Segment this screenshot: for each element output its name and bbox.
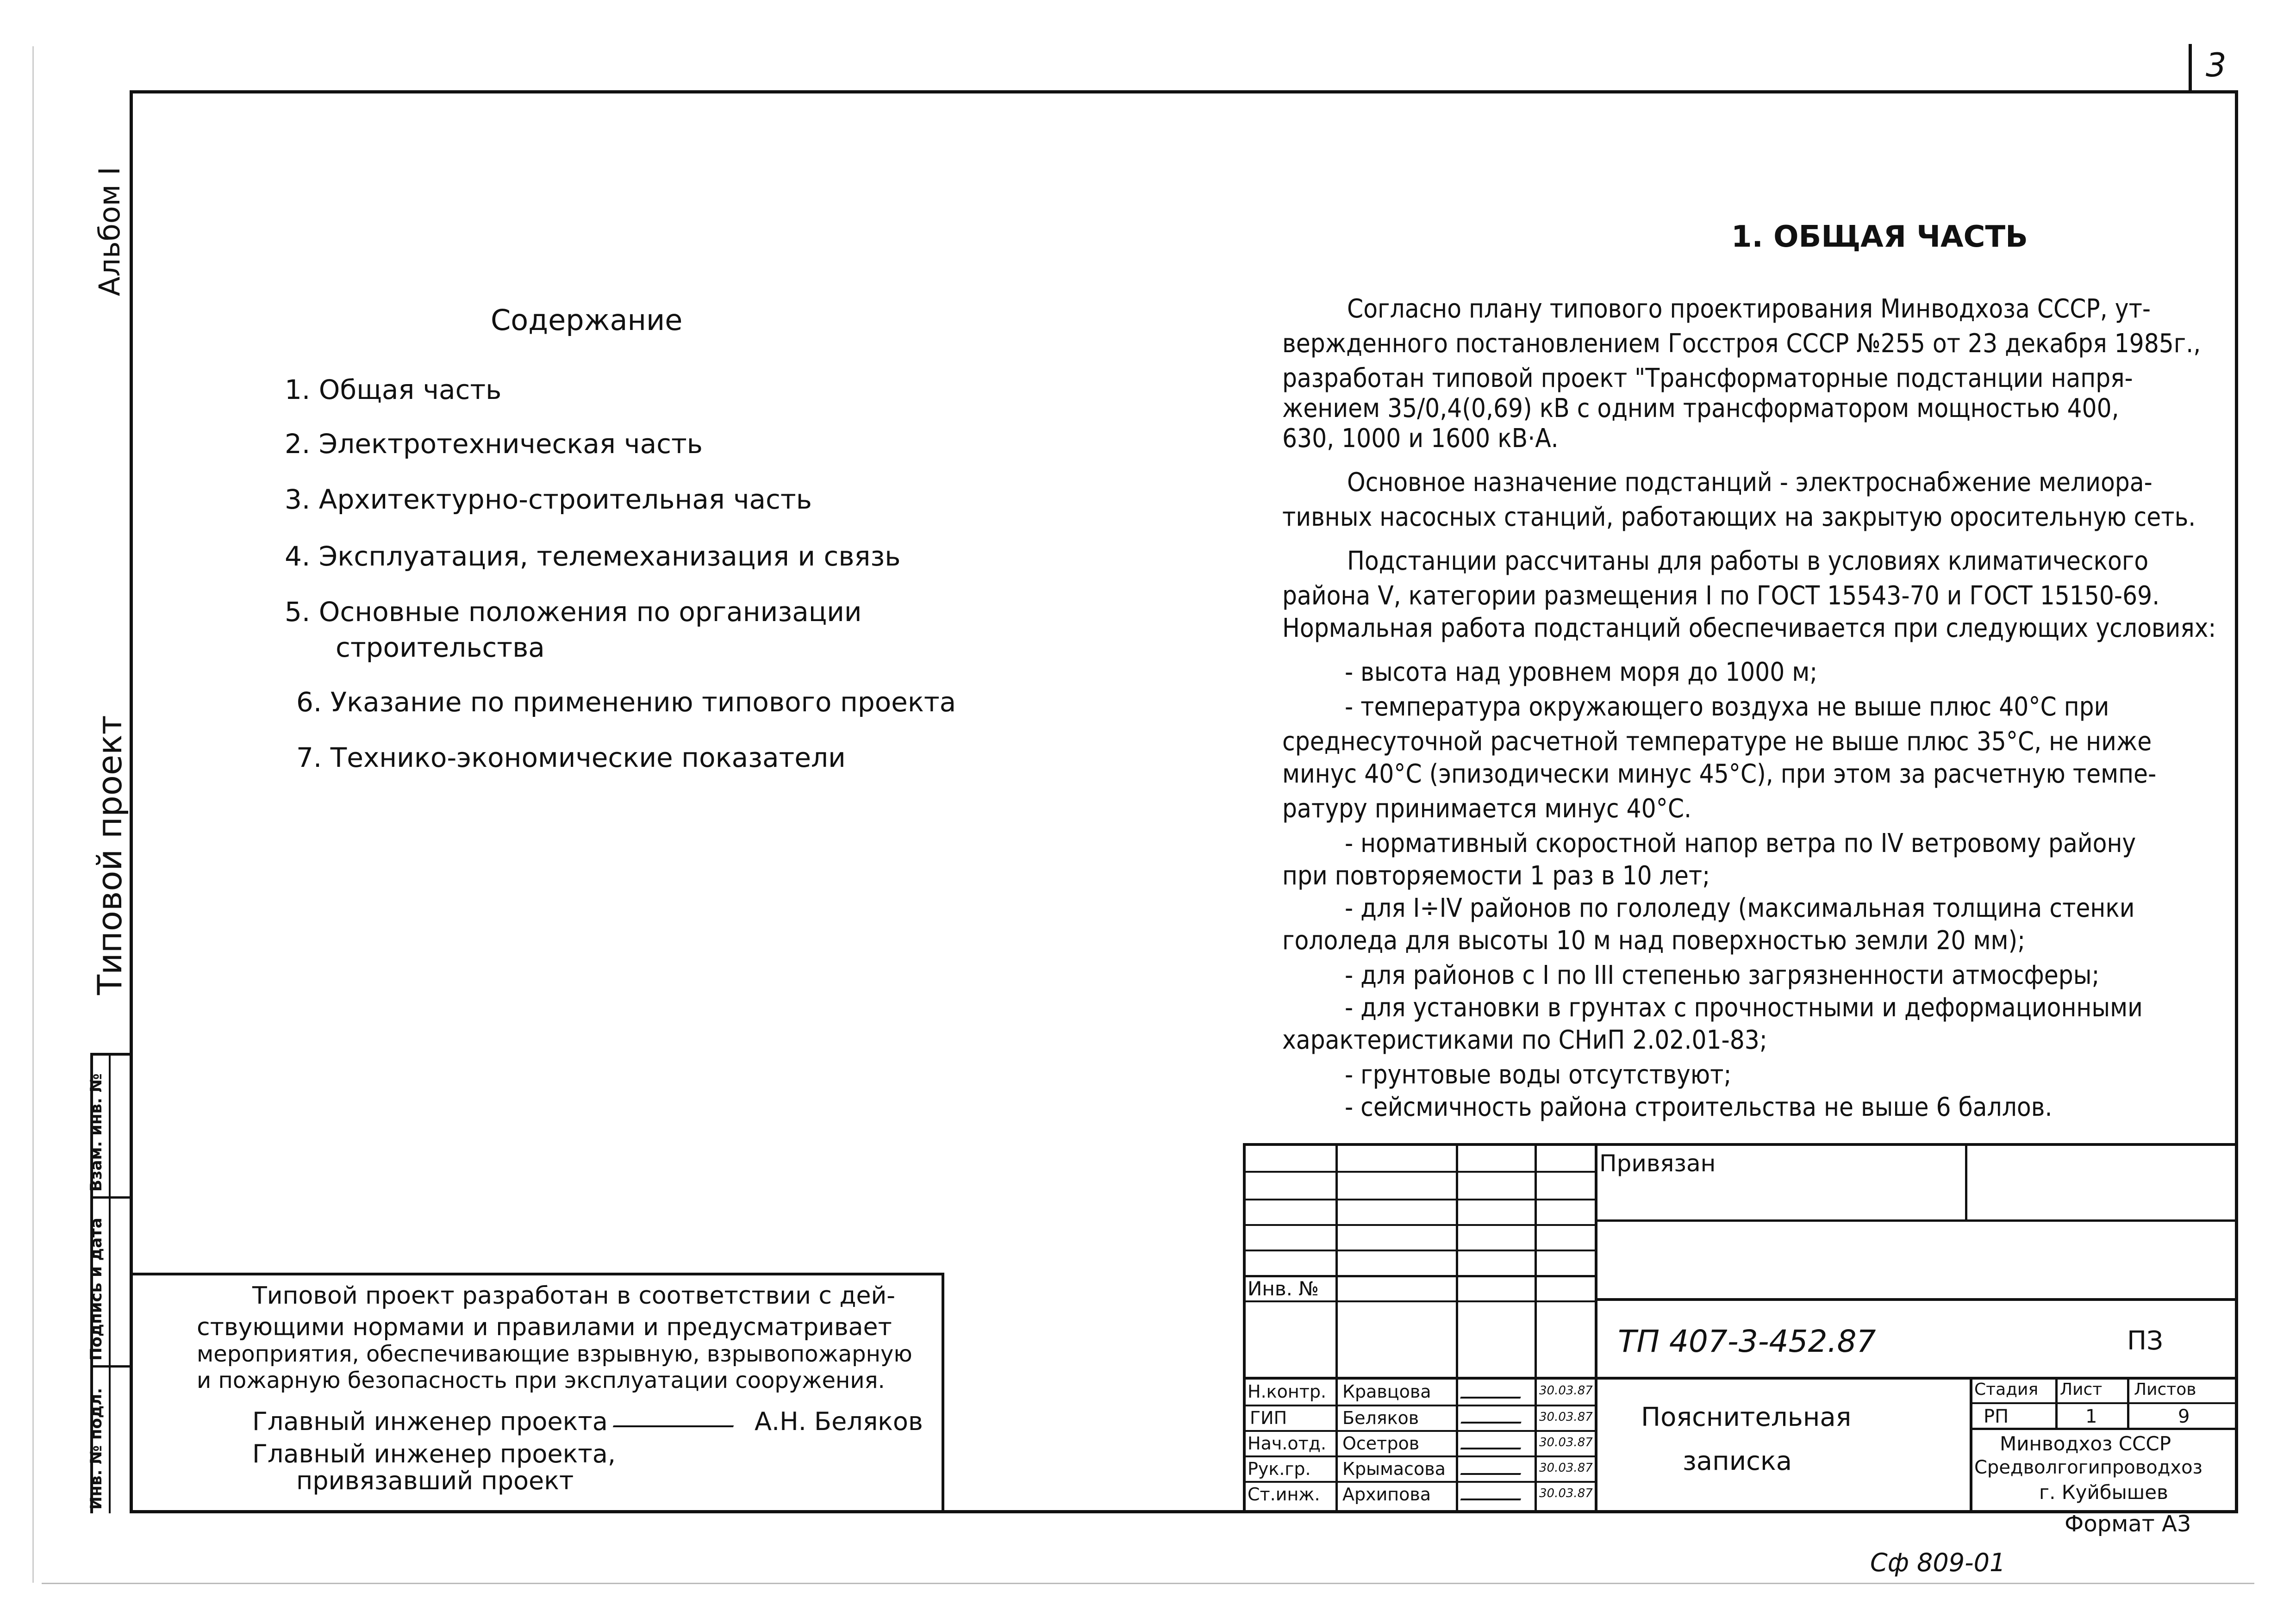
body-line-4: жением 35/0,4(0,69) кВ с одним трансформатором мощностью 400, [1282, 393, 2119, 423]
tb-h2 [1243, 1199, 1595, 1200]
tb-top [1243, 1143, 2238, 1146]
body-line-2: вержденного постановлением Госстроя СССР №255 от 23 декабря 1985г., [1282, 329, 2201, 359]
signer-role-3: Нач.отд. [1248, 1433, 1327, 1454]
stamp-column-div1 [90, 1196, 132, 1199]
signer-date-1: 30.03.87 [1539, 1384, 1593, 1398]
note-line-3: мероприятия, обеспечивающие взрывную, взрывопожарную [197, 1341, 912, 1367]
tb-h7 [1243, 1377, 1595, 1380]
tb-r-h2 [1595, 1298, 2238, 1301]
signer-name-5: Архипова [1342, 1484, 1431, 1505]
tb-doc-title-2: записка [1683, 1446, 1792, 1476]
chief-engineer-signature [613, 1412, 739, 1427]
toc-title: Содержание [491, 303, 683, 337]
tb-inv-no: Инв. № [1248, 1277, 1319, 1300]
tb-stage-header: Стадия [1974, 1380, 2039, 1399]
tb-doc-code: ПЗ [2127, 1326, 2164, 1356]
toc-item-5: 5. Основные положения по организации [285, 596, 862, 628]
album-label: Альбом I [93, 167, 126, 296]
tb-r-v1 [1970, 1377, 1972, 1513]
body-line-17: при повторяемости 1 раз в 10 лет; [1282, 861, 1710, 891]
toc-item-4: 4. Эксплуатация, телемеханизация и связь [285, 541, 901, 572]
toc-item-1: 1. Общая часть [285, 374, 502, 405]
signature-4 [1460, 1461, 1526, 1475]
tb-privyazan-div [1965, 1143, 1967, 1219]
body-line-8: Подстанции рассчитаны для работы в условиях климатического [1347, 546, 2149, 576]
stamp-column-div2 [90, 1365, 132, 1368]
podpis-data-label: Подпись и дата [87, 1218, 106, 1361]
body-line-3: разработан типовой проект "Трансформаторные подстанции напря- [1282, 363, 2133, 393]
tb-r-h5 [1970, 1428, 2238, 1430]
body-line-9: района V, категории размещения I по ГОСТ 15543-70 и ГОСТ 15150-69. [1282, 581, 2160, 611]
body-line-22: характеристиками по СНиП 2.02.01-83; [1282, 1025, 1767, 1055]
tb-org-2: Средволгогипроводхоз [1974, 1457, 2202, 1478]
body-line-14: минус 40°С (эпизодически минус 45°С), при этом за расчетную темпе- [1282, 759, 2157, 789]
body-line-7: тивных насосных станций, работающих на закрытую оросительную сеть. [1282, 502, 2196, 532]
signer-date-2: 30.03.87 [1539, 1410, 1593, 1424]
signer-name-4: Крымасова [1342, 1459, 1446, 1479]
stamp-column-top [90, 1053, 132, 1056]
tb-code: ТП 407-3-452.87 [1618, 1324, 1876, 1359]
signer-date-4: 30.03.87 [1539, 1461, 1593, 1475]
tb-v4 [1595, 1143, 1597, 1513]
tb-sheets-value: 9 [2178, 1406, 2190, 1427]
tb-h9 [1243, 1430, 1595, 1432]
signer-role-5: Ст.инж. [1248, 1484, 1320, 1505]
tb-h4 [1243, 1250, 1595, 1251]
body-line-19: гололеда для высоты 10 м над поверхностью земли 20 мм); [1282, 926, 2026, 956]
toc-item-6: 6. Указание по применению типового проекта [296, 686, 956, 718]
body-line-11: - высота над уровнем моря до 1000 м; [1345, 657, 1818, 687]
scan-line-bottom [42, 1583, 2254, 1584]
tb-org-1: Минводхоз СССР [2000, 1432, 2171, 1455]
signer-name-2: Беляков [1342, 1408, 1419, 1428]
body-line-13: среднесуточной расчетной температуре не выше плюс 35°С, не ниже [1282, 727, 2152, 757]
tb-r-h3 [1595, 1377, 2238, 1380]
tb-h8 [1243, 1405, 1595, 1406]
sheet-number-box-left [2189, 44, 2192, 93]
note-line-4: и пожарную безопасность при эксплуатации сооружения. [197, 1368, 885, 1393]
chief-engineer-label: Главный инженер проекта [252, 1407, 608, 1436]
signer-role-1: Н.контр. [1248, 1381, 1327, 1402]
body-line-24: - сейсмичность района строительства не выше 6 баллов. [1345, 1092, 2053, 1122]
body-line-21: - для установки в грунтах с прочностными и деформационными [1345, 993, 2143, 1023]
body-line-12: - температура окружающего воздуха не выше плюс 40°С при [1345, 692, 2109, 722]
body-line-20: - для районов с I по III степенью загрязненности атмосферы; [1345, 960, 2100, 990]
tb-org-3: г. Куйбышев [2039, 1481, 2168, 1504]
body-line-6: Основное назначение подстанций - электроснабжение мелиора- [1347, 467, 2152, 497]
signer-date-5: 30.03.87 [1539, 1486, 1593, 1500]
tb-h6 [1243, 1300, 1595, 1302]
toc-item-7: 7. Технико-экономические показатели [296, 742, 846, 773]
body-line-16: - нормативный скоростной напор ветра по IV ветровому району [1345, 828, 2136, 858]
tb-sheet-header: Лист [2060, 1380, 2103, 1399]
body-line-10: Нормальная работа подстанций обеспечивается при следующих условиях: [1282, 613, 2216, 643]
stamp-column-inner [109, 1053, 111, 1513]
toc-item-5-cont: строительства [336, 632, 545, 663]
signer-role-2: ГИП [1250, 1408, 1287, 1428]
signature-3 [1460, 1436, 1526, 1449]
signer-role-4: Рук.гр. [1248, 1459, 1311, 1479]
tb-h1 [1243, 1171, 1595, 1173]
body-line-23: - грунтовые воды отсутствуют; [1345, 1060, 1732, 1090]
body-line-18: - для I÷IV районов по гололеду (максимальная толщина стенки [1345, 893, 2135, 923]
toc-item-2: 2. Электротехническая часть [285, 428, 703, 460]
scan-line-left [32, 46, 34, 1583]
tb-h11 [1243, 1481, 1595, 1483]
body-line-15: ратуру принимается минус 40°С. [1282, 794, 1692, 824]
tb-r-h4 [1970, 1402, 2238, 1404]
inv-podl-label: Инв. № подл. [87, 1387, 106, 1510]
signer-name-1: Кравцова [1342, 1381, 1431, 1402]
section-title: 1. ОБЩАЯ ЧАСТЬ [1731, 220, 2028, 254]
signer-date-3: 30.03.87 [1539, 1436, 1593, 1449]
tb-doc-title-1: Пояснительная [1641, 1402, 1852, 1432]
tb-privyazan: Привязан [1599, 1150, 1716, 1177]
note-line-1: Типовой проект разработан в соответствии с дей- [252, 1282, 896, 1310]
tb-h10 [1243, 1455, 1595, 1457]
chief-engineer-2-line2: привязавший проект [296, 1466, 574, 1495]
tb-sheet-value: 1 [2085, 1406, 2097, 1427]
signature-5 [1460, 1486, 1526, 1500]
tb-r-h1 [1595, 1219, 2238, 1222]
sheet-number: 3 [2206, 46, 2227, 84]
signer-name-3: Осетров [1342, 1433, 1420, 1454]
signature-2 [1460, 1412, 1525, 1424]
project-type-label: Типовой проект [90, 715, 129, 995]
chief-engineer-2-line1: Главный инженер проекта, [252, 1439, 616, 1468]
note-line-2: ствующими нормами и правилами и предусматривает [197, 1313, 892, 1341]
body-line-5: 630, 1000 и 1600 кВ·А. [1282, 423, 1559, 454]
form-code: Сф 809-01 [1870, 1548, 2006, 1577]
tb-stage-value: РП [1984, 1406, 2009, 1427]
toc-item-3: 3. Архитектурно-строительная часть [285, 484, 812, 515]
signature-1 [1460, 1384, 1526, 1399]
format-label: Формат А3 [2065, 1511, 2191, 1537]
tb-h3 [1243, 1224, 1595, 1226]
chief-engineer-name: А.Н. Беляков [755, 1407, 923, 1436]
body-line-1: Согласно плану типового проектирования Минводхоза СССР, ут- [1347, 294, 2151, 324]
tb-sheets-header: Листов [2134, 1380, 2196, 1399]
vzam-inv-label: Взам. инв. № [87, 1073, 106, 1192]
